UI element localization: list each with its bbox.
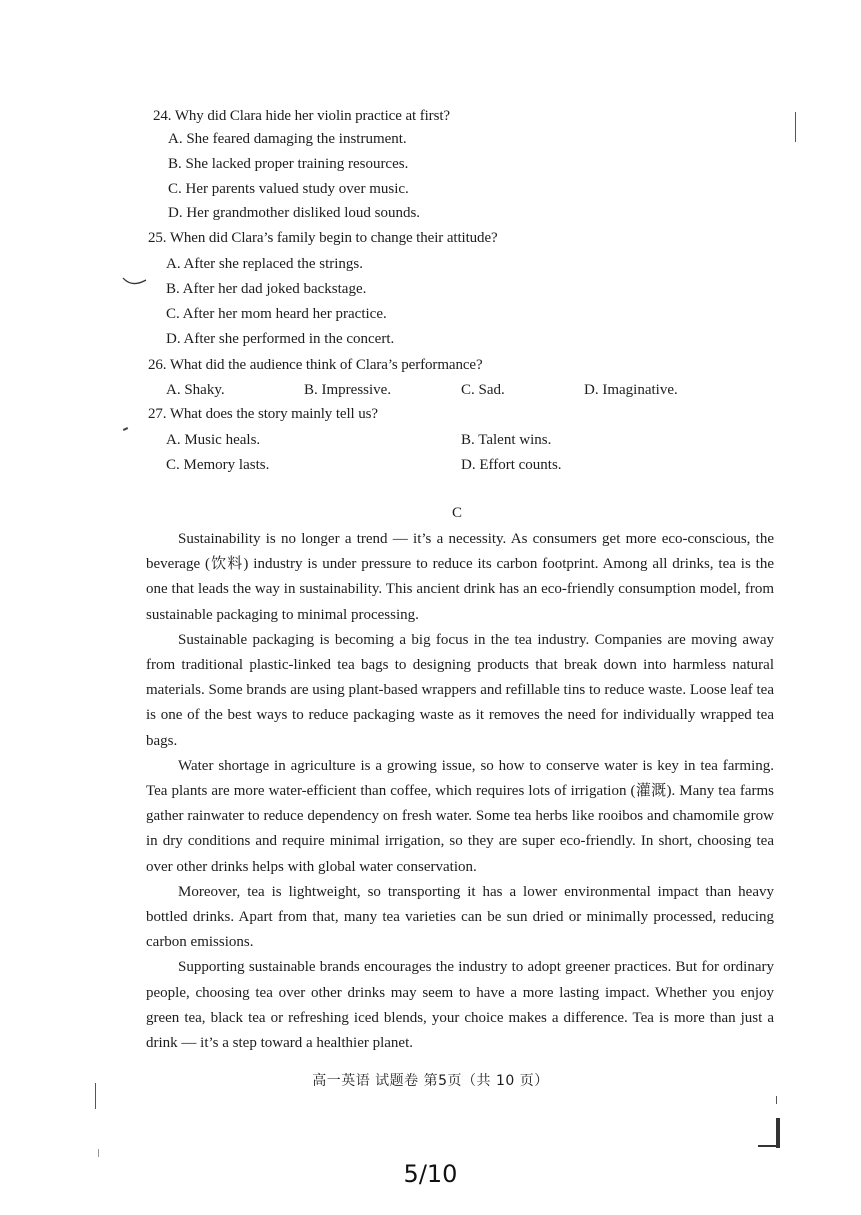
question-stem: What did the audience think of Clara’s performance?	[169, 357, 483, 373]
question-stem: What does the story mainly tell us?	[169, 406, 378, 422]
question-number: 26.	[148, 357, 167, 373]
pen-mark	[123, 427, 128, 431]
section-heading: C	[452, 505, 463, 521]
option-27-d: D. Effort counts.	[461, 457, 562, 473]
option-24-d: D. Her grandmother disliked loud sounds.	[168, 205, 421, 221]
option-25-b: B. After her dad joked backstage.	[166, 281, 367, 297]
option-27-c: C. Memory lasts.	[166, 457, 270, 473]
question-26	[148, 357, 483, 374]
scan-edge-mark	[776, 1096, 777, 1104]
question-24	[153, 108, 450, 125]
question-27	[148, 406, 378, 423]
scan-corner-mark	[758, 1145, 780, 1147]
option-26-d: D. Imaginative.	[584, 382, 678, 398]
question-stem: When did Clara’s family begin to change their attitude?	[169, 230, 498, 246]
question-number: 25.	[148, 230, 167, 246]
option-27-a: A. Music heals.	[166, 432, 261, 448]
question-25	[148, 230, 498, 247]
option-24-b: B. She lacked proper training resources.	[168, 156, 409, 172]
option-25-a: A. After she replaced the strings.	[166, 256, 364, 272]
passage-paragraph-3: Water shortage in agriculture is a growing issue, so how to conserve water is key in tea farming. Tea plants are more water-efficient than coffee, which requires lots of irrigation (灌溉). Many tea farms gather rainwater to reduce dependency on fresh water. Some tea herbs like rooibos and chamomile grow in dry conditions and require minimal irrigation, so they are super eco-friendly. In short, choosing tea over other drinks helps with global water conservation.	[146, 757, 774, 875]
handwritten-check-mark	[122, 276, 152, 288]
scan-edge-mark	[795, 112, 796, 142]
option-26-c: C. Sad.	[461, 382, 505, 398]
scan-edge-mark	[98, 1149, 99, 1157]
option-24-a: A. She feared damaging the instrument.	[168, 131, 407, 147]
option-25-d: D. After she performed in the concert.	[166, 331, 395, 347]
question-number: 24.	[153, 108, 172, 124]
passage-paragraph-4: Moreover, tea is lightweight, so transporting it has a lower environmental impact than heavy bottled drinks. Apart from that, many tea varieties can be sun dried or minimally processed, reducing carbon emissions.	[146, 883, 774, 951]
page-indicator: 5/10	[403, 1160, 458, 1188]
scan-corner-mark	[776, 1118, 780, 1148]
passage-paragraph-5: Supporting sustainable brands encourages the industry to adopt greener practices. But for ordinary people, choosing tea over other drinks may seem to have a more lasting impact. Whether you enjoy green tea, black tea or refreshing iced blends, your choice makes a difference. Tea is more than just a drink — it’s a step toward a healthier planet.	[146, 959, 774, 1052]
question-stem: Why did Clara hide her violin practice at first?	[174, 108, 450, 124]
page-footer: 高一英语 试题卷 第5页（共 10 页）	[312, 1073, 549, 1089]
passage-paragraph-2: Sustainable packaging is becoming a big focus in the tea industry. Companies are moving away from traditional plastic-linked tea bags to designing products that break down into harmless natural materials. Some brands are using plant-based wrappers and refillable tins to reduce waste. Loose leaf tea is one of the best ways to reduce packaging waste as it removes the need for individually wrapped tea bags.	[146, 631, 774, 749]
option-24-c: C. Her parents valued study over music.	[168, 181, 409, 197]
reading-passage	[146, 527, 774, 1056]
option-26-a: A. Shaky.	[166, 382, 225, 398]
option-27-b: B. Talent wins.	[461, 432, 552, 448]
passage-paragraph-1: Sustainability is no longer a trend — it’s a necessity. As consumers get more eco-conscious, the beverage (饮料) industry is under pressure to reduce its carbon footprint. Among all drinks, tea is the one that leads the way in sustainability. This ancient drink has an eco-friendly consumption model, from sustainable packaging to minimal processing.	[146, 531, 774, 623]
option-26-b: B. Impressive.	[304, 382, 392, 398]
option-25-c: C. After her mom heard her practice.	[166, 306, 387, 322]
question-number: 27.	[148, 406, 167, 422]
scan-edge-mark	[95, 1083, 96, 1109]
